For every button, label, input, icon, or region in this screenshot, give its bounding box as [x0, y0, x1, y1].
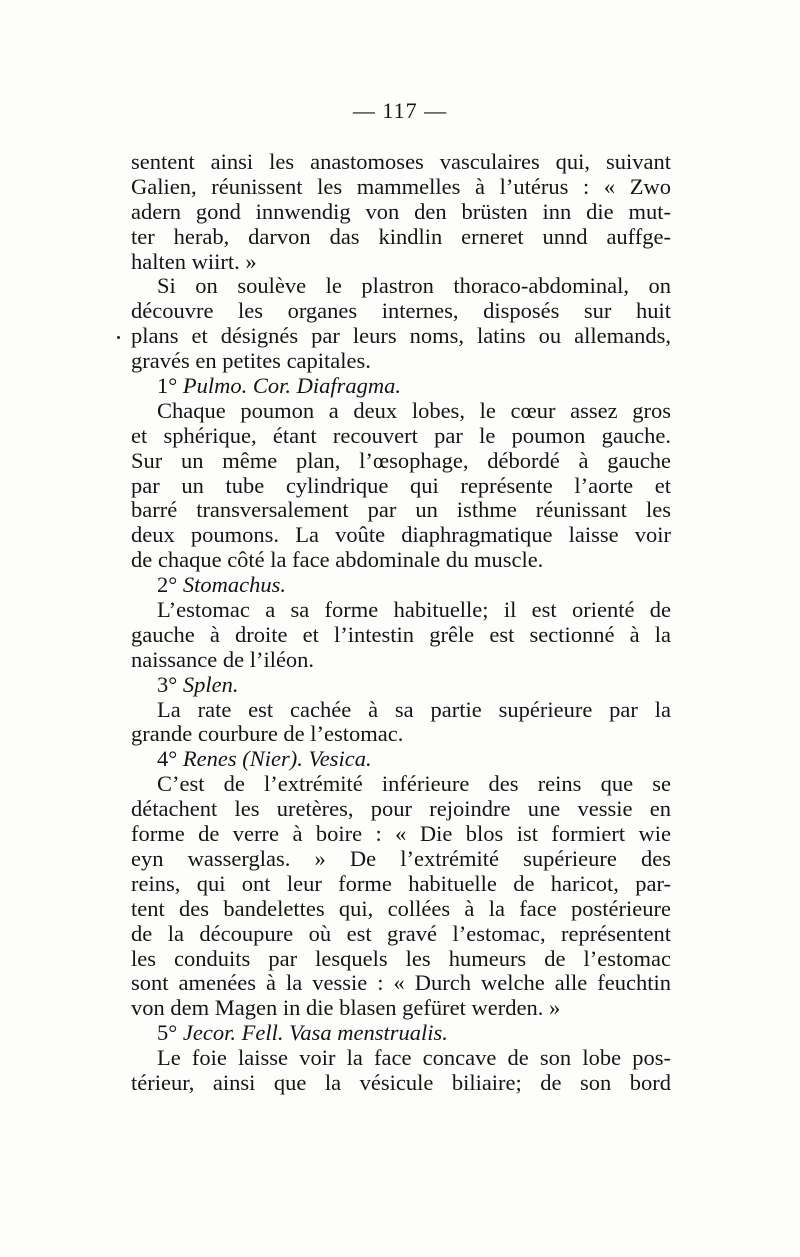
text-line: plans et désignés par leurs noms, latins ou allemands, [131, 324, 671, 349]
section-number: 1° [157, 373, 178, 399]
text-line: gravés en petites capitales. [131, 349, 371, 374]
text-line: La rate est cachée à sa partie supérieure par la [157, 697, 671, 722]
text-line: et sphérique, étant recouvert par le poumon gauche. [131, 423, 671, 448]
text-line: naissance de l’iléon. [131, 647, 315, 672]
text-line: les conduits par lesquels les humeurs de l’estomac [131, 946, 671, 971]
text-line: découvre les organes internes, disposés sur huit [131, 299, 671, 324]
page-number: — 117 — [352, 98, 448, 123]
text-line: Si on soulève le plastron thoraco-abdominal, on [157, 274, 671, 299]
text-line: par un tube cylindrique qui représente l’aorte et [131, 473, 671, 498]
text-line: von dem Magen in die blasen gefüret werden. » [131, 996, 561, 1021]
text-line: eyn wasserglas. » De l’extrémité supérieure des [131, 846, 671, 871]
text-line: gauche à droite et l’intestin grêle est sectionné à la [131, 622, 671, 647]
text-line: sentent ainsi les anastomoses vasculaires qui, suivant [131, 150, 671, 174]
section-latin-title: Pulmo. Cor. Diafragma. [182, 373, 402, 399]
text-line: térieur, ainsi que la vésicule biliaire; de son bord [131, 1070, 671, 1095]
section-latin-title: Splen. [182, 671, 239, 697]
text-line: ter herab, darvon das kindlin erneret unnd auffge- [131, 224, 671, 249]
text-line: halten wiirt. » [131, 249, 257, 274]
text-line: tent des bandelettes qui, collées à la face postérieure [131, 896, 671, 921]
margin-speck [117, 336, 120, 339]
text-line: Le foie laisse voir la face concave de son lobe pos- [157, 1046, 671, 1071]
text-line: adern gond innwendig von den brüsten inn die mut- [131, 199, 671, 224]
section-heading [131, 673, 671, 698]
section-heading [131, 573, 671, 598]
text-line: de la découpure où est gravé l’estomac, représentent [131, 921, 671, 946]
section-number: 2° [157, 572, 178, 598]
text-line: barré transversalement par un isthme réunissant les [131, 498, 671, 523]
section-latin-title: Stomachus. [182, 572, 286, 598]
section-heading [131, 374, 671, 399]
section-number: 3° [157, 671, 178, 697]
section-latin-title: Renes (Nier). Vesica. [182, 746, 372, 772]
text-line: deux poumons. La voûte diaphragmatique laisse voir [131, 523, 671, 548]
text-line: forme de verre à boire : « Die blos ist formiert wie [131, 822, 671, 847]
text-line: Sur un même plan, l’œsophage, débordé à gauche [131, 448, 671, 473]
text-line: détachent les uretères, pour rejoindre une vessie en [131, 797, 671, 822]
text-line: de chaque côté la face abdominale du muscle. [131, 548, 544, 573]
section-number: 4° [157, 746, 178, 772]
text-line: C’est de l’extrémité inférieure des reins que se [157, 772, 671, 797]
section-latin-title: Jecor. Fell. Vasa menstrualis. [182, 1020, 448, 1046]
text-line: grande courbure de l’estomac. [131, 722, 404, 747]
text-line: L’estomac a sa forme habituelle; il est orienté de [157, 598, 671, 623]
text-line: Chaque poumon a deux lobes, le cœur assez gros [157, 398, 671, 423]
section-heading [131, 747, 671, 772]
section-heading [131, 1021, 671, 1046]
text-line: reins, qui ont leur forme habituelle de haricot, par- [131, 871, 671, 896]
section-number: 5° [157, 1020, 178, 1046]
text-line: sont amenées à la vessie : « Durch welche alle feuchtin [131, 971, 671, 996]
text-line: Galien, réunissent les mammelles à l’utérus : « Zwo [131, 174, 671, 199]
body-text [131, 150, 671, 1096]
